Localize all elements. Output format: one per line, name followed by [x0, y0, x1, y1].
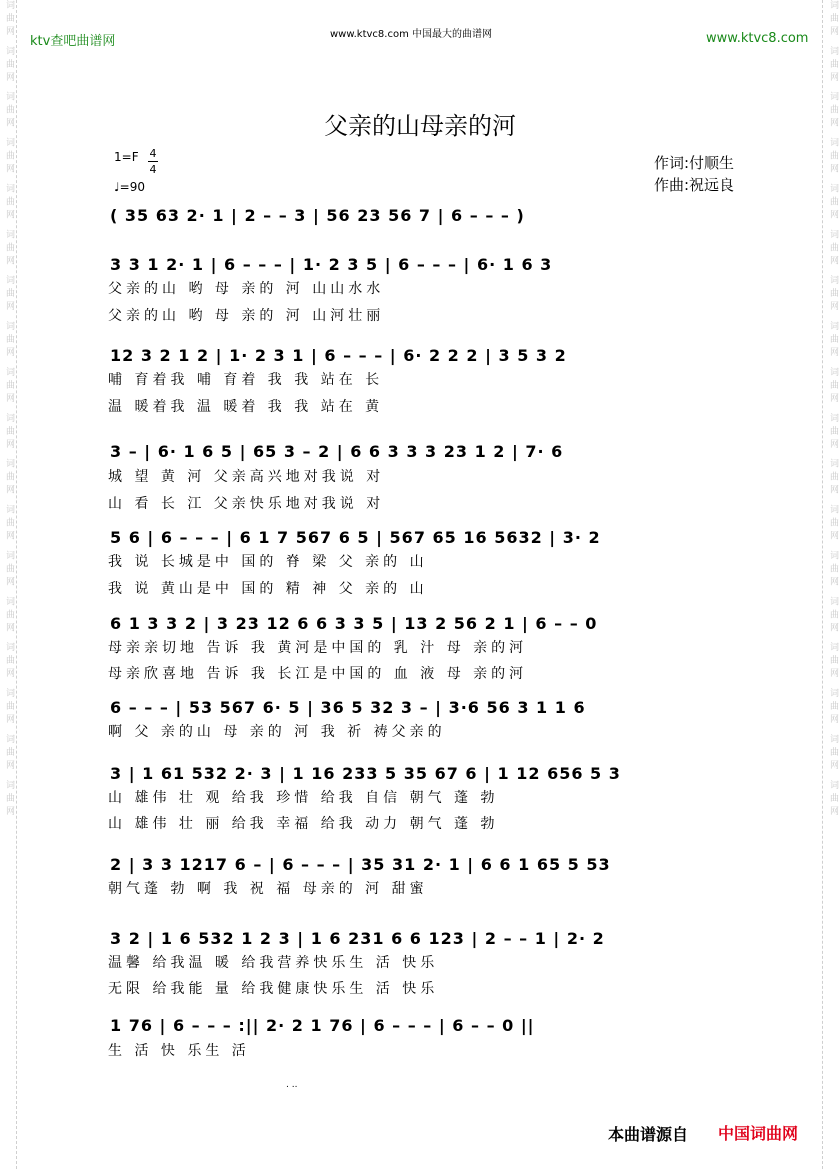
tempo-mark: ♩=90: [114, 180, 145, 194]
composer-credit: 作曲:祝远良: [654, 176, 735, 194]
notes-line-10: 3 2 | 1 6 532 1 2 3 | 1 6 231 6 6 123 | 2 – – 1 | 2· 2: [110, 929, 605, 948]
lyrics-line-2b: 父亲的山 哟 母 亲的 河 山河壮丽: [108, 308, 385, 324]
notes-line-8: 3 | 1 61 532 2· 3 | 1 16 233 5 35 67 6 | 1 12 656 5 3: [110, 764, 621, 783]
source-label: 本曲谱源自: [608, 1125, 689, 1144]
watermark-left: 词曲网 词曲网 词曲网 词曲网 词曲网 词曲网 词曲网 词曲网 词曲网 词曲网 词曲网 词曲网 词曲网 词曲网 词曲网 词曲网 词曲网 词曲网: [4, 0, 14, 819]
source-site-link[interactable]: 中国词曲网: [718, 1124, 799, 1143]
song-title: 父亲的山母亲的河: [324, 112, 516, 140]
site-url-right[interactable]: www.ktvc8.com: [706, 31, 809, 46]
lyrics-line-10b: 无限 给我能 量 给我健康快乐生 活 快乐: [108, 981, 439, 997]
lyrics-line-5b: 我 说 黄山是中 国的 精 神 父 亲的 山: [108, 581, 428, 597]
lyrics-line-3a: 哺 育着我 哺 育着 我 我 站在 长: [108, 372, 384, 388]
watermark-right: 词曲网 词曲网 词曲网 词曲网 词曲网 词曲网 词曲网 词曲网 词曲网 词曲网 词曲网 词曲网 词曲网 词曲网 词曲网 词曲网 词曲网 词曲网: [828, 0, 838, 819]
lyrics-line-9a: 朝气蓬 勃 啊 我 祝 福 母亲的 河 甜蜜: [108, 881, 428, 897]
lyrics-line-4b: 山 看 长 江 父亲快乐地对我说 对: [108, 496, 385, 512]
right-margin-line: [822, 0, 824, 1169]
lyrics-line-6a: 母亲亲切地 告诉 我 黄河是中国的 乳 汁 母 亲的河: [108, 640, 528, 656]
lyrics-line-10a: 温馨 给我温 暖 给我营养快乐生 活 快乐: [108, 955, 439, 971]
lyrics-line-3b: 温 暖着我 温 暖着 我 我 站在 黄: [108, 399, 384, 415]
notes-line-3: 12 3 2 1 2 | 1· 2 3 1 | 6 – – – | 6· 2 2 2 | 3 5 3 2: [110, 346, 567, 365]
lyrics-line-8a: 山 雄伟 壮 观 给我 珍惜 给我 自信 朝气 蓬 勃: [108, 790, 499, 806]
lyrics-line-2a: 父亲的山 哟 母 亲的 河 山山水水: [108, 281, 385, 297]
notes-line-4: 3 – | 6· 1 6 5 | 65 3 – 2 | 6 6 3 3 3 23 1 2 | 7· 6: [110, 442, 564, 461]
time-signature: [148, 146, 158, 177]
time-top: 4: [149, 147, 157, 160]
notes-line-9: 2 | 3 3 1217 6 – | 6 – – – | 35 31 2· 1 | 6 6 1 65 5 53: [110, 855, 611, 874]
time-bottom: 4: [149, 163, 157, 176]
lyrics-line-7a: 啊 父 亲的山 母 亲的 河 我 祈 祷父亲的: [108, 724, 446, 740]
left-margin-line: [16, 0, 18, 1169]
lyrics-line-8b: 山 雄伟 壮 丽 给我 幸福 给我 动力 朝气 蓬 勃: [108, 816, 499, 832]
notes-line-11: 1 76 | 6 – – – :|| 2· 2 1 76 | 6 – – – | 6 – – 0 ||: [110, 1016, 535, 1035]
notes-line-6: 6 1 3 3 2 | 3 23 12 6 6 3 3 5 | 13 2 56 2 1 | 6 – – 0: [110, 614, 598, 633]
lyrics-line-11a: 生 活 快 乐生 活: [108, 1043, 250, 1059]
stray-dots: . ..: [286, 1080, 298, 1090]
notes-line-7: 6 – – – | 53 567 6· 5 | 36 5 32 3 – | 3·6 56 3 1 1 6: [110, 698, 586, 717]
lyrics-line-4a: 城 望 黄 河 父亲高兴地对我说 对: [108, 469, 385, 485]
key-signature: 1=F: [114, 150, 139, 164]
site-logo-left[interactable]: ktv查吧曲谱网: [30, 34, 116, 49]
notes-line-5: 5 6 | 6 – – – | 6 1 7 567 6 5 | 567 65 16 5632 | 3· 2: [110, 528, 601, 547]
lyrics-line-6b: 母亲欣喜地 告诉 我 长江是中国的 血 液 母 亲的河: [108, 666, 528, 682]
notes-line-1: ( 35 63 2· 1 | 2 – – 3 | 56 23 56 7 | 6 – – – ): [110, 206, 525, 225]
lyricist-credit: 作词:付顺生: [654, 154, 735, 172]
notes-line-2: 3 3 1 2· 1 | 6 – – – | 1· 2 3 5 | 6 – – – | 6· 1 6 3: [110, 255, 553, 274]
lyrics-line-5a: 我 说 长城是中 国的 脊 梁 父 亲的 山: [108, 554, 428, 570]
site-header-center: www.ktvc8.com 中国最大的曲谱网: [330, 29, 493, 40]
